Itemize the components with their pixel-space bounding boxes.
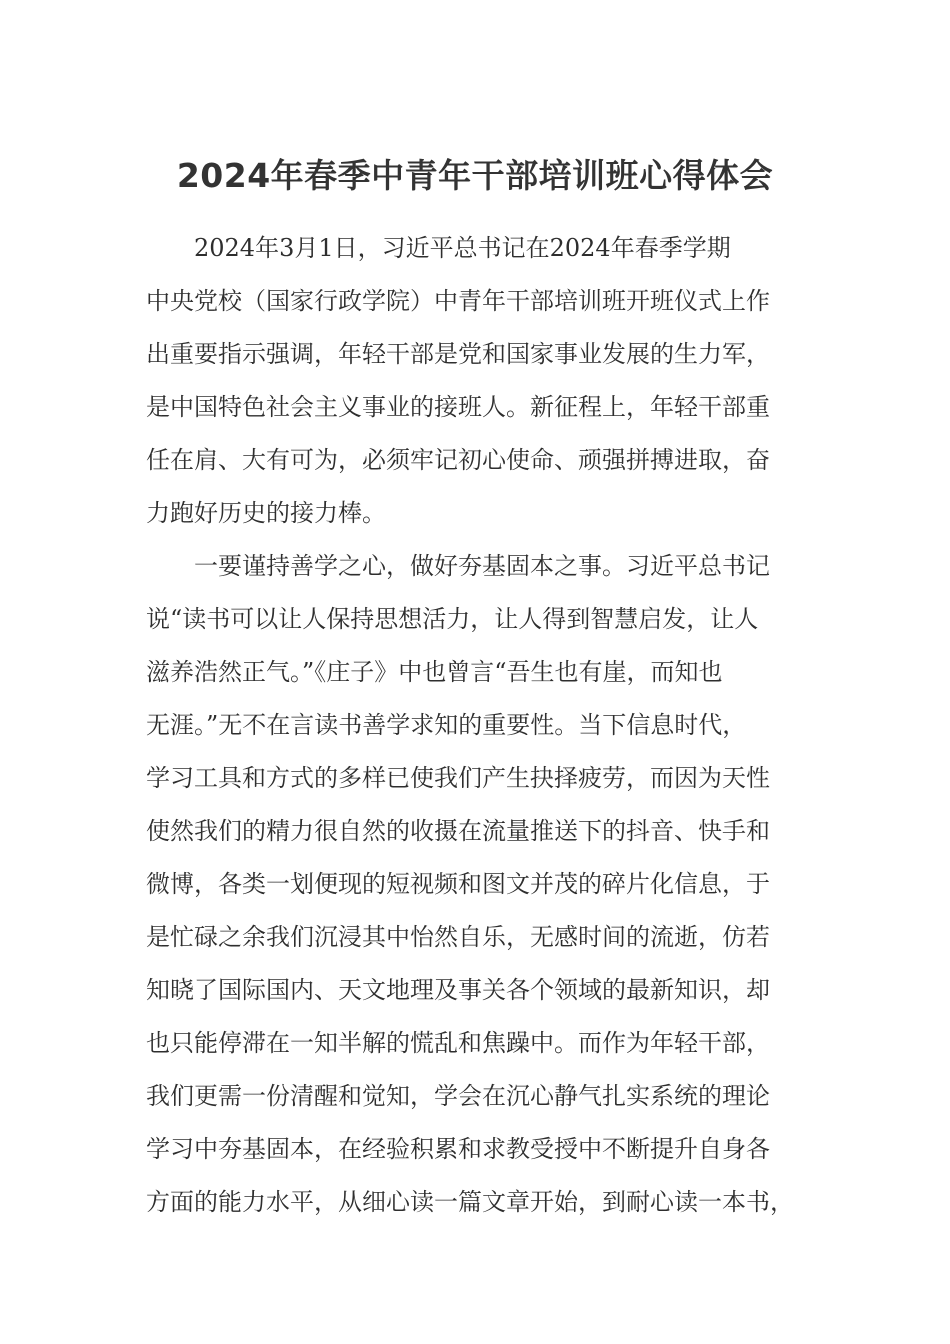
body-line: 一要谨持善学之心，做好夯基固本之事。习近平总书记 — [146, 552, 770, 580]
body-line: 使然我们的精力很自然的收摄在流量推送下的抖音、快手和 — [146, 817, 770, 845]
body-line: 滋养浩然正气。”《庄子》中也曾言“吾生也有崖，而知也 — [146, 658, 723, 686]
body-line: 学习中夯基固本，在经验积累和求教受授中不断提升自身各 — [146, 1135, 770, 1163]
body-line: 方面的能力水平，从细心读一篇文章开始，到耐心读一本书， — [146, 1188, 794, 1216]
body-line: 微博，各类一划便现的短视频和图文并茂的碎片化信息，于 — [146, 870, 770, 898]
body-line: 学习工具和方式的多样已使我们产生抉择疲劳，而因为天性 — [146, 764, 770, 792]
body-line: 出重要指示强调，年轻干部是党和国家事业发展的生力军， — [146, 340, 770, 368]
body-line: 是中国特色社会主义事业的接班人。新征程上，年轻干部重 — [146, 393, 770, 421]
body-line: 说“读书可以让人保持思想活力，让人得到智慧启发，让人 — [146, 605, 759, 633]
body-line: 中央党校（国家行政学院）中青年干部培训班开班仪式上作 — [146, 287, 770, 315]
body-line: 力跑好历史的接力棒。 — [146, 499, 386, 527]
body-line: 我们更需一份清醒和觉知，学会在沉心静气扎实系统的理论 — [146, 1082, 770, 1110]
body-line: 无涯。”无不在言读书善学求知的重要性。当下信息时代， — [146, 711, 747, 739]
document-title: 2024年春季中青年干部培训班心得体会 — [176, 156, 774, 195]
body-line: 任在肩、大有可为，必须牢记初心使命、顽强拼搏进取，奋 — [146, 446, 770, 474]
body-line: 是忙碌之余我们沉浸其中怡然自乐，无感时间的流逝，仿若 — [146, 923, 770, 951]
body-line: 2024年3月1日，习近平总书记在2024年春季学期 — [146, 234, 731, 262]
body-line: 也只能停滞在一知半解的慌乱和焦躁中。而作为年轻干部， — [146, 1029, 770, 1057]
body-line: 知晓了国际国内、天文地理及事关各个领域的最新知识，却 — [146, 976, 770, 1004]
